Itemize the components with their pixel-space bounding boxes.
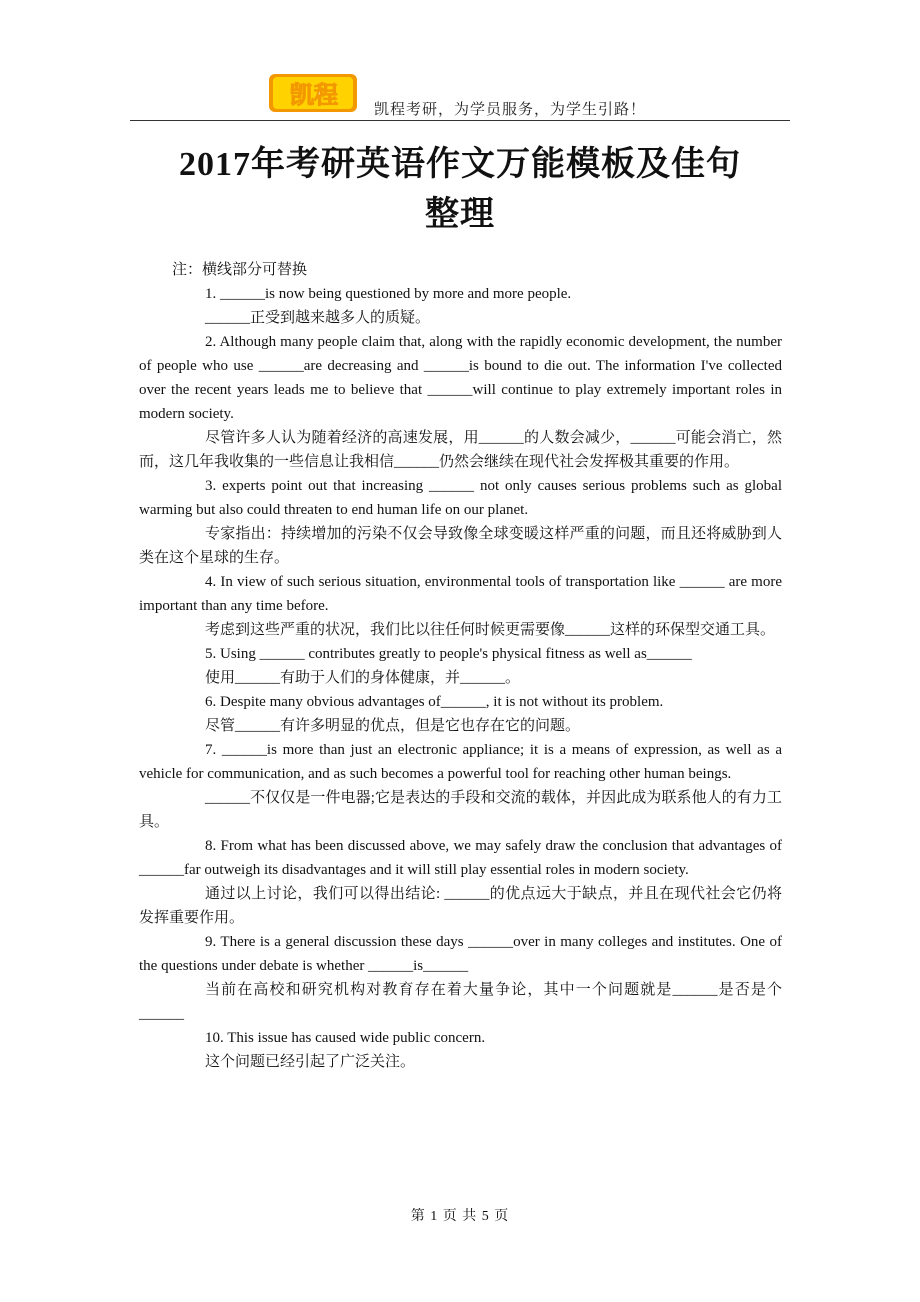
template-sentence-zh: 这个问题已经引起了广泛关注。 bbox=[205, 1054, 416, 1070]
page-number: 第 1 页 共 5 页 bbox=[410, 1209, 510, 1224]
template-sentence-en: 1. ______is now being questioned by more and more people. bbox=[205, 286, 572, 302]
template-sentence-en: 10. This issue has caused wide public concern. bbox=[205, 1030, 486, 1046]
template-sentence-en: 9. There is a general discussion these days ______over in many colleges and institutes. One of the questions under debate is whether ______is______ bbox=[139, 934, 782, 974]
template-sentence-zh: 当前在高校和研究机构对教育存在着大量争论，其中一个问题就是______是否是个______ bbox=[139, 982, 782, 1022]
page-header bbox=[130, 62, 790, 122]
title-line-2: 整理 bbox=[425, 196, 495, 233]
template-sentence-en: 5. Using ______ contributes greatly to people's physical fitness as well as______ bbox=[205, 646, 692, 662]
template-sentence-en: 3. experts point out that increasing ______ not only causes serious problems such as global warming but also could threaten to end human life on our planet. bbox=[139, 478, 782, 518]
template-sentence-zh: 尽管______有许多明显的优点，但是它也存在它的问题。 bbox=[205, 718, 581, 734]
template-sentence-zh: ______不仅仅是一件电器;它是表达的手段和交流的载体，并因此成为联系他人的有力工具。 bbox=[139, 790, 782, 830]
document-body bbox=[139, 258, 782, 1074]
template-sentence-en: 4. In view of such serious situation, environmental tools of transportation like ______ are more important than any time before. bbox=[139, 574, 782, 614]
template-sentence-zh: 考虑到这些严重的状况，我们比以往任何时候更需要像______这样的环保型交通工具。 bbox=[205, 622, 776, 638]
template-sentence-zh: ______正受到越来越多人的质疑。 bbox=[205, 310, 431, 326]
template-sentence-en: 7. ______is more than just an electronic appliance; it is a means of expression, as well as a vehicle for communication, and as such becomes a powerful tool for reaching other human beings. bbox=[139, 742, 782, 782]
kaicheng-logo bbox=[268, 66, 360, 116]
template-sentence-en: 6. Despite many obvious advantages of______, it is not without its problem. bbox=[205, 694, 664, 710]
template-sentence-zh: 尽管许多人认为随着经济的高速发展，用______的人数会减少，______可能会消亡，然而，这几年我收集的一些信息让我相信______仍然会继续在现代社会发挥极其重要的作用。 bbox=[139, 430, 782, 470]
svg-text:凯程: 凯程 bbox=[290, 81, 338, 109]
template-sentence-zh: 通过以上讨论，我们可以得出结论: ______的优点远大于缺点，并且在现代社会它仍将发挥重要作用。 bbox=[139, 886, 782, 926]
header-divider bbox=[130, 120, 790, 121]
template-sentence-zh: 专家指出：持续增加的污染不仅会导致像全球变暖这样严重的问题，而且还将威胁到人类在这个星球的生存。 bbox=[139, 526, 782, 566]
template-sentence-zh: 使用______有助于人们的身体健康，并______。 bbox=[205, 670, 521, 686]
document-title bbox=[100, 140, 820, 240]
template-sentence-en: 8. From what has been discussed above, we may safely draw the conclusion that advantages of ______far outweigh its disadvantages and it will still play essential roles in modern society. bbox=[139, 838, 782, 878]
header-slogan: 凯程考研，为学员服务，为学生引路！ bbox=[374, 102, 647, 118]
template-sentence-en: 2. Although many people claim that, along with the rapidly economic development, the number of people who use ______are decreasing and ______is bound to die out. The information I've collected over the recent years leads me to believe that ______will continue to play extremely important roles in modern society. bbox=[139, 334, 782, 422]
title-line-1: 2017年考研英语作文万能模板及佳句 bbox=[179, 146, 741, 183]
note: 注：横线部分可替换 bbox=[172, 262, 308, 278]
